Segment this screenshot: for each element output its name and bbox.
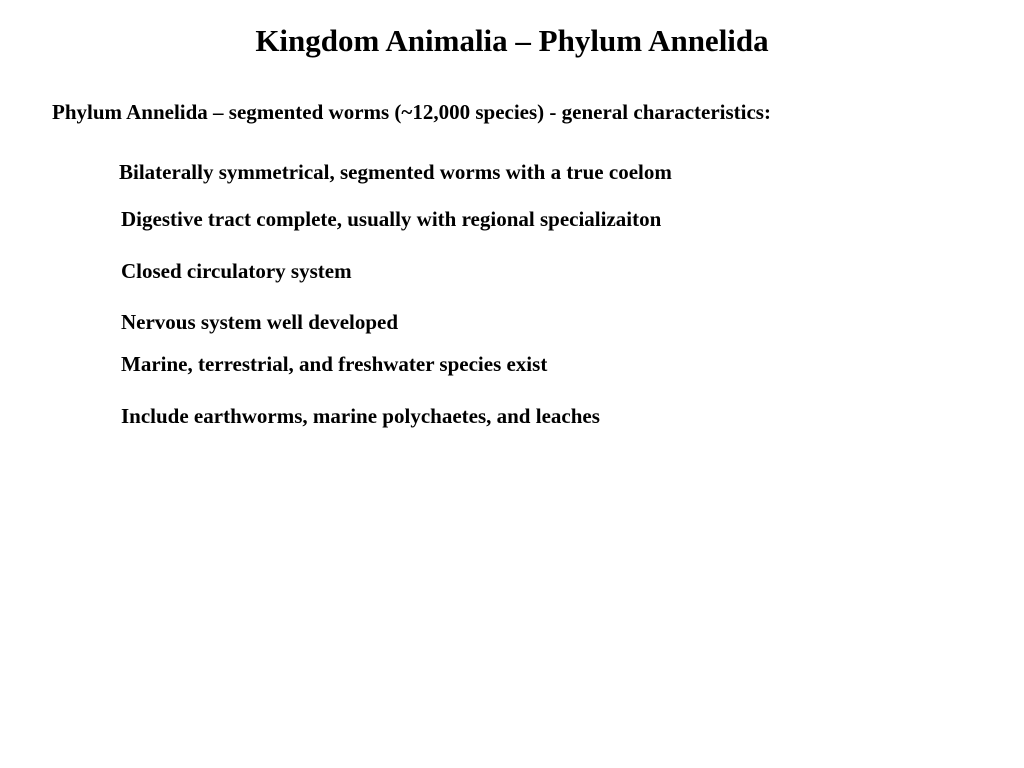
characteristic-nervous-system: Nervous system well developed	[121, 310, 399, 334]
characteristic-habitats: Marine, terrestrial, and freshwater species exist	[121, 352, 548, 376]
characteristic-examples: Include earthworms, marine polychaetes, and leaches	[121, 404, 600, 428]
characteristic-digestive-tract: Digestive tract complete, usually with regional specializaiton	[121, 207, 662, 231]
slide-title: Kingdom Animalia – Phylum Annelida	[255, 23, 769, 58]
characteristic-circulatory-system: Closed circulatory system	[121, 259, 352, 283]
slide-subtitle: Phylum Annelida – segmented worms (~12,000 species) - general characteristics:	[52, 100, 771, 124]
characteristic-symmetry: Bilaterally symmetrical, segmented worms with a true coelom	[119, 160, 672, 184]
